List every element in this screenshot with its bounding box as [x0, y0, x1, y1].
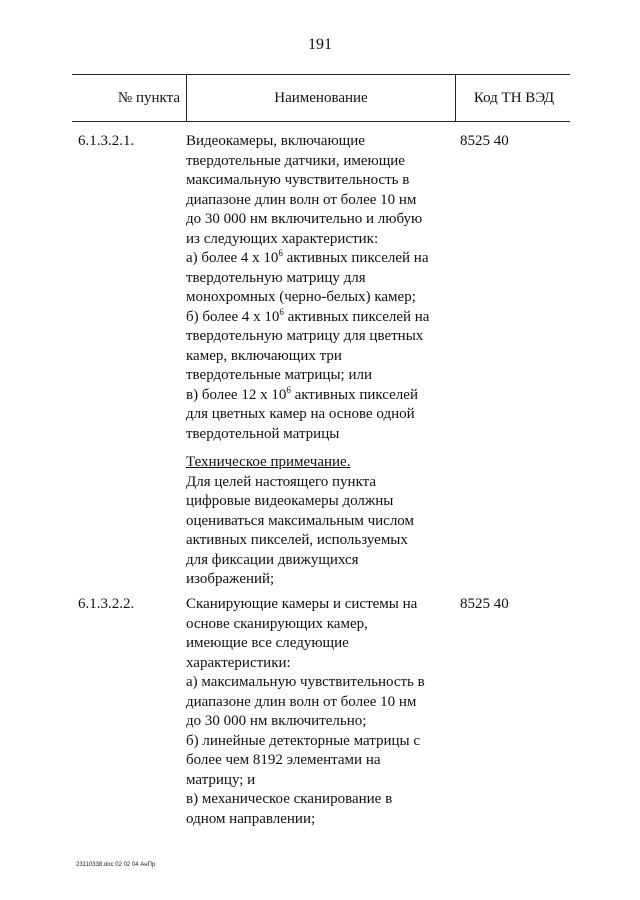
technical-note-title: Техническое примечание. — [186, 454, 351, 470]
exponent: 6 — [279, 306, 284, 317]
item-number: 6.1.3.2.1. — [78, 133, 135, 149]
description-line: твердотельную матрицу для — [186, 269, 366, 286]
document-footer: 23110338.doc 02 02 04 АнПр — [76, 862, 156, 868]
table-header — [72, 74, 570, 122]
description-line: твердотельные матрицы; или — [186, 367, 372, 383]
description-line: основе сканирующих камер, — [186, 615, 368, 632]
note-line: оцениваться максимальным числом — [186, 512, 415, 529]
description-line: твердотельной матрицы — [186, 425, 340, 442]
option-a-text-rest: активных пикселей на — [282, 250, 429, 266]
option-c-text-rest: активных пикселей — [290, 386, 418, 403]
exponent: 6 — [286, 384, 291, 395]
note-line: цифровые видеокамеры должны — [186, 493, 394, 509]
description-line: камер, включающих три — [186, 347, 342, 364]
description-line: в) механическое сканирование в — [186, 791, 393, 807]
item-code: 8525 40 — [460, 596, 509, 612]
option-b-line — [186, 308, 456, 328]
header-name: Наименование — [186, 75, 456, 121]
description-line: твердотельные датчики, имеющие — [186, 152, 405, 169]
description-line: до 30 000 нм включительно; — [186, 713, 367, 729]
option-b-text: б) более 4 х 10 — [186, 308, 280, 325]
note-line: Для целей настоящего пункта — [186, 473, 377, 490]
option-c-text: в) более 12 х 10 — [186, 386, 287, 403]
description-line: до 30 000 нм включительно и любую — [186, 211, 423, 227]
option-c-line — [186, 386, 456, 406]
description-line: для цветных камер на основе одной — [186, 406, 415, 422]
spacer — [186, 444, 456, 453]
description-line: твердотельную матрицу для цветных — [186, 328, 424, 344]
option-a-line — [186, 249, 456, 269]
description-line: монохромных (черно-белых) камер; — [186, 289, 416, 305]
description-line: характеристики: — [186, 654, 291, 671]
option-b-text-rest: активных пикселей на — [283, 308, 430, 325]
description-line: более чем 8192 элементами на — [186, 752, 381, 768]
option-a-text: а) более 4 х 10 — [186, 250, 279, 266]
description-line: б) линейные детекторные матрицы с — [186, 732, 421, 749]
item-number: 6.1.3.2.2. — [78, 596, 135, 612]
description-line: Сканирующие камеры и системы на — [186, 596, 418, 612]
exponent: 6 — [278, 248, 283, 258]
note-line: изображений; — [186, 571, 275, 587]
note-line: активных пикселей, используемых — [186, 532, 408, 548]
note-line: для фиксации движущихся — [186, 551, 359, 568]
item-description — [186, 595, 456, 829]
description-line: матрицу; и — [186, 771, 256, 788]
description-line: диапазоне длин волн от более 10 нм — [186, 191, 417, 208]
page-number: 191 — [308, 36, 332, 53]
description-line: максимальную чувствительность в — [186, 172, 410, 188]
item-description — [186, 132, 456, 590]
description-line: диапазоне длин волн от более 10 нм — [186, 693, 417, 710]
item-code: 8525 40 — [460, 133, 509, 149]
description-line: а) максимальную чувствительность в — [186, 674, 425, 690]
description-line: одном направлении; — [186, 810, 316, 827]
description-line: Видеокамеры, включающие — [186, 133, 365, 149]
description-line: из следующих характеристик: — [186, 230, 379, 247]
header-item-number: № пункта — [117, 90, 180, 106]
header-code: Код ТН ВЭД — [473, 90, 555, 106]
description-line: имеющие все следующие — [186, 635, 349, 651]
